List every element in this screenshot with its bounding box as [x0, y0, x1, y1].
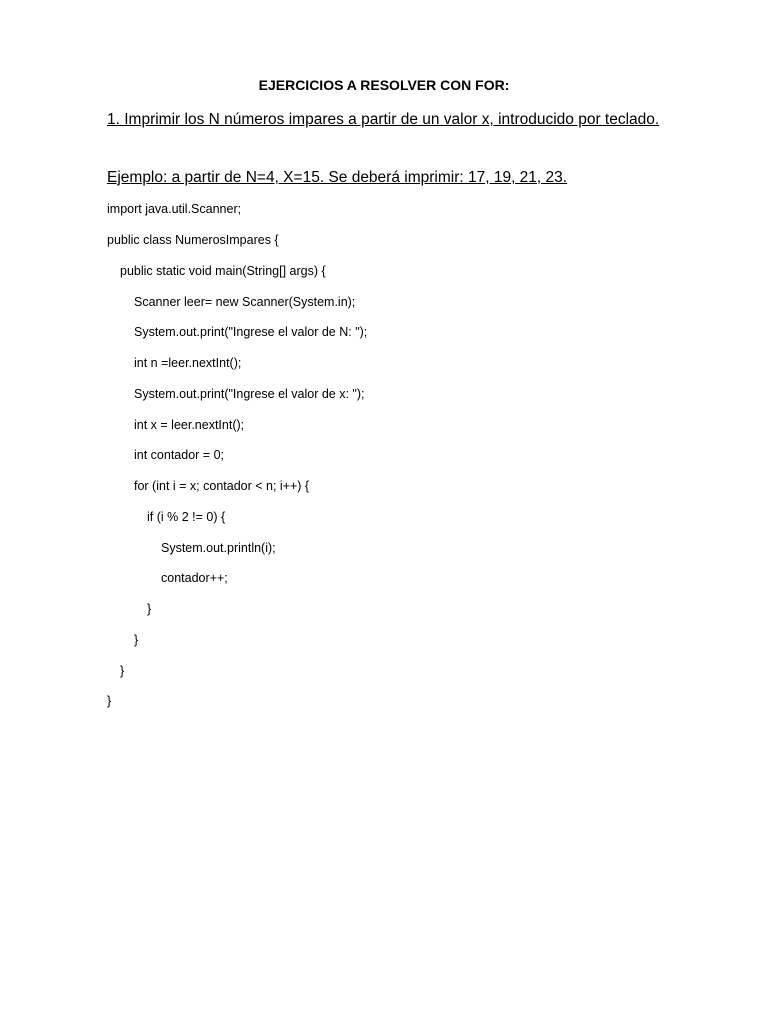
code-line: public static void main(String[] args) {	[120, 264, 326, 278]
code-line: int x = leer.nextInt();	[134, 418, 245, 432]
code-line: }	[120, 664, 125, 678]
code-line: }	[147, 602, 152, 616]
code-line: for (int i = x; contador < n; i++) {	[134, 479, 310, 493]
code-line: int contador = 0;	[134, 448, 224, 462]
code-line: System.out.print("Ingrese el valor de N: ");	[134, 325, 368, 339]
example-statement: Ejemplo: a partir de N=4, X=15. Se deberá imprimir: 17, 19, 21, 23.	[107, 169, 568, 186]
code-line: System.out.print("Ingrese el valor de x: ");	[134, 387, 365, 401]
document-title: EJERCICIOS A RESOLVER CON FOR:	[258, 77, 510, 93]
code-line: int n =leer.nextInt();	[134, 356, 242, 370]
code-line: }	[134, 633, 139, 647]
code-line: public class NumerosImpares {	[107, 233, 279, 247]
exercise-statement: 1. Imprimir los N números impares a partir de un valor x, introducido por teclado.	[107, 111, 660, 128]
code-line: Scanner leer= new Scanner(System.in);	[134, 295, 356, 309]
code-line: }	[107, 694, 112, 708]
code-line: import java.util.Scanner;	[107, 202, 242, 216]
code-line: System.out.println(i);	[161, 541, 276, 555]
code-line: contador++;	[161, 571, 228, 585]
code-line: if (i % 2 != 0) {	[147, 510, 226, 524]
